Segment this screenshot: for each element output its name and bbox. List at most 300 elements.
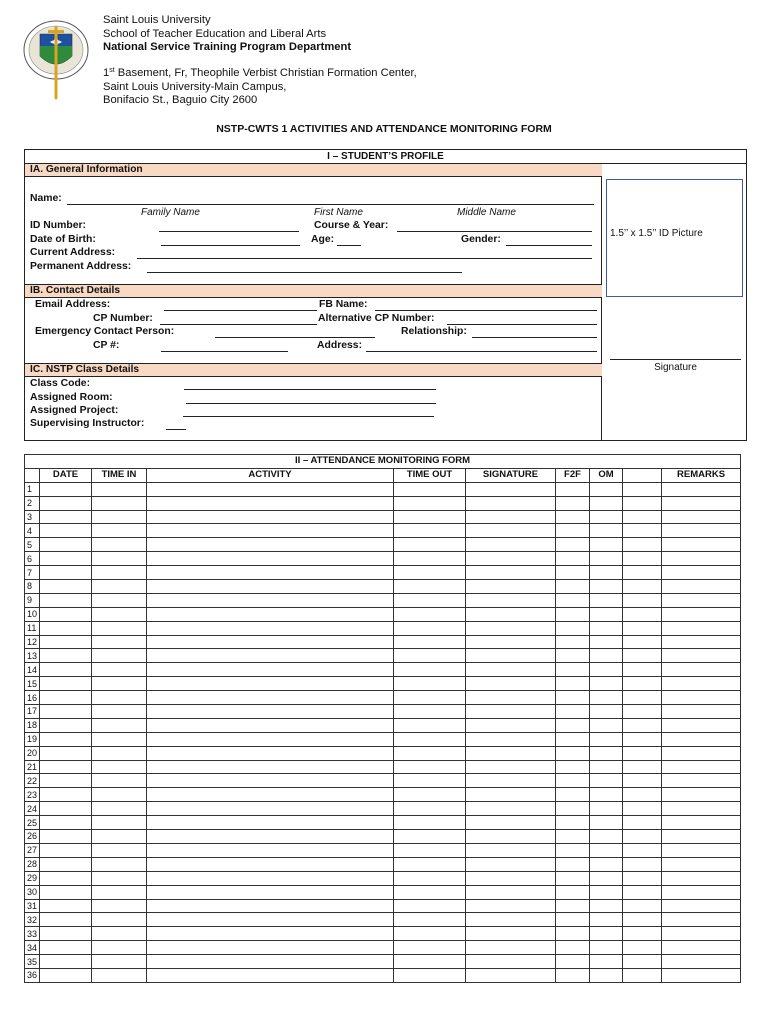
- cell-activity[interactable]: [147, 566, 394, 580]
- cell-remarks[interactable]: [662, 760, 741, 774]
- cell-activity[interactable]: [147, 649, 394, 663]
- cell-blank[interactable]: [623, 857, 662, 871]
- cell-f2f[interactable]: [556, 663, 590, 677]
- cell-om[interactable]: [590, 913, 623, 927]
- cell-date[interactable]: [40, 705, 92, 719]
- cell-blank[interactable]: [623, 802, 662, 816]
- cell-date[interactable]: [40, 482, 92, 496]
- cell-blank[interactable]: [623, 830, 662, 844]
- gender-field[interactable]: [506, 245, 592, 246]
- cell-time-in[interactable]: [92, 621, 147, 635]
- cell-activity[interactable]: [147, 691, 394, 705]
- cell-f2f[interactable]: [556, 955, 590, 969]
- cell-blank[interactable]: [623, 607, 662, 621]
- cell-signature[interactable]: [466, 760, 556, 774]
- cell-om[interactable]: [590, 816, 623, 830]
- cell-time-in[interactable]: [92, 843, 147, 857]
- cell-signature[interactable]: [466, 524, 556, 538]
- cell-time-in[interactable]: [92, 510, 147, 524]
- cell-time-out[interactable]: [394, 482, 466, 496]
- cell-activity[interactable]: [147, 955, 394, 969]
- cell-time-in[interactable]: [92, 788, 147, 802]
- cell-date[interactable]: [40, 899, 92, 913]
- cell-om[interactable]: [590, 843, 623, 857]
- cell-activity[interactable]: [147, 552, 394, 566]
- cell-date[interactable]: [40, 663, 92, 677]
- cell-f2f[interactable]: [556, 746, 590, 760]
- emergency-cp-field[interactable]: [161, 351, 288, 352]
- emergency-contact-field[interactable]: [215, 337, 375, 338]
- cell-signature[interactable]: [466, 635, 556, 649]
- cell-blank[interactable]: [623, 510, 662, 524]
- cell-f2f[interactable]: [556, 580, 590, 594]
- cell-signature[interactable]: [466, 677, 556, 691]
- cell-blank[interactable]: [623, 524, 662, 538]
- cell-activity[interactable]: [147, 746, 394, 760]
- cell-signature[interactable]: [466, 968, 556, 982]
- cell-om[interactable]: [590, 510, 623, 524]
- cell-activity[interactable]: [147, 968, 394, 982]
- name-field[interactable]: [67, 204, 594, 205]
- cell-date[interactable]: [40, 788, 92, 802]
- cell-time-in[interactable]: [92, 927, 147, 941]
- cell-f2f[interactable]: [556, 941, 590, 955]
- cell-signature[interactable]: [466, 510, 556, 524]
- cell-time-out[interactable]: [394, 885, 466, 899]
- cell-time-out[interactable]: [394, 830, 466, 844]
- cell-time-out[interactable]: [394, 955, 466, 969]
- cell-date[interactable]: [40, 885, 92, 899]
- cell-activity[interactable]: [147, 802, 394, 816]
- cell-time-in[interactable]: [92, 496, 147, 510]
- cell-signature[interactable]: [466, 941, 556, 955]
- cell-signature[interactable]: [466, 927, 556, 941]
- cell-signature[interactable]: [466, 788, 556, 802]
- cell-date[interactable]: [40, 732, 92, 746]
- cell-remarks[interactable]: [662, 566, 741, 580]
- cell-om[interactable]: [590, 621, 623, 635]
- cell-date[interactable]: [40, 955, 92, 969]
- cell-time-in[interactable]: [92, 524, 147, 538]
- cell-time-in[interactable]: [92, 913, 147, 927]
- cell-activity[interactable]: [147, 663, 394, 677]
- cell-date[interactable]: [40, 593, 92, 607]
- id-picture-box[interactable]: [606, 179, 743, 297]
- cell-time-in[interactable]: [92, 885, 147, 899]
- cell-time-out[interactable]: [394, 580, 466, 594]
- cell-om[interactable]: [590, 899, 623, 913]
- cell-date[interactable]: [40, 691, 92, 705]
- cell-signature[interactable]: [466, 732, 556, 746]
- cell-blank[interactable]: [623, 593, 662, 607]
- cell-activity[interactable]: [147, 482, 394, 496]
- cell-blank[interactable]: [623, 746, 662, 760]
- cell-date[interactable]: [40, 746, 92, 760]
- cell-remarks[interactable]: [662, 802, 741, 816]
- cell-activity[interactable]: [147, 774, 394, 788]
- cell-date[interactable]: [40, 968, 92, 982]
- cell-time-out[interactable]: [394, 968, 466, 982]
- cell-remarks[interactable]: [662, 691, 741, 705]
- fb-name-field[interactable]: [375, 310, 597, 311]
- cell-time-out[interactable]: [394, 538, 466, 552]
- cell-activity[interactable]: [147, 871, 394, 885]
- cell-blank[interactable]: [623, 760, 662, 774]
- cell-signature[interactable]: [466, 580, 556, 594]
- cell-f2f[interactable]: [556, 732, 590, 746]
- cell-blank[interactable]: [623, 635, 662, 649]
- cell-remarks[interactable]: [662, 621, 741, 635]
- cell-blank[interactable]: [623, 677, 662, 691]
- cell-remarks[interactable]: [662, 580, 741, 594]
- alternative-cp-number-field[interactable]: [447, 324, 597, 325]
- cell-time-out[interactable]: [394, 802, 466, 816]
- cell-signature[interactable]: [466, 593, 556, 607]
- cell-date[interactable]: [40, 802, 92, 816]
- cell-date[interactable]: [40, 830, 92, 844]
- cell-date[interactable]: [40, 496, 92, 510]
- cell-time-in[interactable]: [92, 552, 147, 566]
- cell-blank[interactable]: [623, 913, 662, 927]
- cell-time-out[interactable]: [394, 635, 466, 649]
- cell-time-out[interactable]: [394, 788, 466, 802]
- cell-signature[interactable]: [466, 607, 556, 621]
- cell-time-in[interactable]: [92, 566, 147, 580]
- cell-blank[interactable]: [623, 843, 662, 857]
- cell-om[interactable]: [590, 774, 623, 788]
- cell-remarks[interactable]: [662, 830, 741, 844]
- cell-blank[interactable]: [623, 580, 662, 594]
- cell-f2f[interactable]: [556, 788, 590, 802]
- cell-time-out[interactable]: [394, 552, 466, 566]
- cell-time-in[interactable]: [92, 746, 147, 760]
- cell-time-in[interactable]: [92, 538, 147, 552]
- cell-time-out[interactable]: [394, 857, 466, 871]
- cell-remarks[interactable]: [662, 955, 741, 969]
- cell-time-out[interactable]: [394, 566, 466, 580]
- cell-date[interactable]: [40, 552, 92, 566]
- cell-om[interactable]: [590, 663, 623, 677]
- cell-time-in[interactable]: [92, 593, 147, 607]
- cell-f2f[interactable]: [556, 482, 590, 496]
- cell-signature[interactable]: [466, 885, 556, 899]
- cell-signature[interactable]: [466, 621, 556, 635]
- cell-f2f[interactable]: [556, 760, 590, 774]
- cell-blank[interactable]: [623, 649, 662, 663]
- cell-activity[interactable]: [147, 705, 394, 719]
- cell-f2f[interactable]: [556, 538, 590, 552]
- cell-activity[interactable]: [147, 816, 394, 830]
- cell-time-in[interactable]: [92, 774, 147, 788]
- cell-remarks[interactable]: [662, 746, 741, 760]
- cell-blank[interactable]: [623, 482, 662, 496]
- cell-blank[interactable]: [623, 871, 662, 885]
- cell-signature[interactable]: [466, 552, 556, 566]
- cell-remarks[interactable]: [662, 538, 741, 552]
- cell-signature[interactable]: [466, 774, 556, 788]
- cell-f2f[interactable]: [556, 552, 590, 566]
- cell-date[interactable]: [40, 857, 92, 871]
- cell-time-in[interactable]: [92, 607, 147, 621]
- cell-remarks[interactable]: [662, 816, 741, 830]
- cell-signature[interactable]: [466, 955, 556, 969]
- cell-f2f[interactable]: [556, 830, 590, 844]
- cell-remarks[interactable]: [662, 635, 741, 649]
- cell-activity[interactable]: [147, 843, 394, 857]
- cell-date[interactable]: [40, 580, 92, 594]
- cell-activity[interactable]: [147, 899, 394, 913]
- cell-om[interactable]: [590, 941, 623, 955]
- cell-om[interactable]: [590, 496, 623, 510]
- cell-blank[interactable]: [623, 663, 662, 677]
- cell-time-out[interactable]: [394, 732, 466, 746]
- cell-remarks[interactable]: [662, 927, 741, 941]
- cell-om[interactable]: [590, 607, 623, 621]
- cell-date[interactable]: [40, 677, 92, 691]
- cell-remarks[interactable]: [662, 718, 741, 732]
- assigned-room-field[interactable]: [186, 403, 436, 404]
- cell-activity[interactable]: [147, 510, 394, 524]
- cell-signature[interactable]: [466, 871, 556, 885]
- cell-om[interactable]: [590, 635, 623, 649]
- cell-signature[interactable]: [466, 649, 556, 663]
- cell-time-out[interactable]: [394, 927, 466, 941]
- cell-activity[interactable]: [147, 788, 394, 802]
- cell-blank[interactable]: [623, 705, 662, 719]
- cell-time-out[interactable]: [394, 843, 466, 857]
- cell-f2f[interactable]: [556, 593, 590, 607]
- cell-time-out[interactable]: [394, 593, 466, 607]
- cell-blank[interactable]: [623, 968, 662, 982]
- cell-signature[interactable]: [466, 830, 556, 844]
- cell-f2f[interactable]: [556, 566, 590, 580]
- cell-activity[interactable]: [147, 913, 394, 927]
- cell-activity[interactable]: [147, 593, 394, 607]
- cell-time-in[interactable]: [92, 705, 147, 719]
- cell-remarks[interactable]: [662, 843, 741, 857]
- cell-signature[interactable]: [466, 899, 556, 913]
- cell-date[interactable]: [40, 871, 92, 885]
- cell-om[interactable]: [590, 746, 623, 760]
- cell-time-in[interactable]: [92, 732, 147, 746]
- cell-om[interactable]: [590, 566, 623, 580]
- cell-time-out[interactable]: [394, 774, 466, 788]
- cell-f2f[interactable]: [556, 927, 590, 941]
- cell-time-out[interactable]: [394, 816, 466, 830]
- cell-signature[interactable]: [466, 705, 556, 719]
- course-year-field[interactable]: [397, 231, 592, 232]
- cell-activity[interactable]: [147, 538, 394, 552]
- cell-f2f[interactable]: [556, 885, 590, 899]
- cell-time-out[interactable]: [394, 496, 466, 510]
- cell-time-out[interactable]: [394, 746, 466, 760]
- cell-time-in[interactable]: [92, 816, 147, 830]
- cell-signature[interactable]: [466, 913, 556, 927]
- cell-blank[interactable]: [623, 718, 662, 732]
- cell-time-out[interactable]: [394, 663, 466, 677]
- email-address-field[interactable]: [164, 310, 317, 311]
- cell-time-in[interactable]: [92, 830, 147, 844]
- cell-f2f[interactable]: [556, 899, 590, 913]
- cell-activity[interactable]: [147, 621, 394, 635]
- cell-remarks[interactable]: [662, 677, 741, 691]
- cell-om[interactable]: [590, 677, 623, 691]
- cell-time-in[interactable]: [92, 802, 147, 816]
- cell-om[interactable]: [590, 524, 623, 538]
- cell-time-in[interactable]: [92, 635, 147, 649]
- cell-remarks[interactable]: [662, 871, 741, 885]
- cell-om[interactable]: [590, 705, 623, 719]
- cell-time-out[interactable]: [394, 524, 466, 538]
- date-of-birth-field[interactable]: [161, 245, 300, 246]
- cell-remarks[interactable]: [662, 913, 741, 927]
- cell-activity[interactable]: [147, 524, 394, 538]
- cell-f2f[interactable]: [556, 802, 590, 816]
- cell-om[interactable]: [590, 732, 623, 746]
- cell-om[interactable]: [590, 830, 623, 844]
- cell-om[interactable]: [590, 538, 623, 552]
- cell-om[interactable]: [590, 593, 623, 607]
- cell-remarks[interactable]: [662, 968, 741, 982]
- cell-f2f[interactable]: [556, 510, 590, 524]
- cell-remarks[interactable]: [662, 732, 741, 746]
- cell-f2f[interactable]: [556, 816, 590, 830]
- cell-blank[interactable]: [623, 927, 662, 941]
- cell-signature[interactable]: [466, 718, 556, 732]
- class-code-field[interactable]: [184, 389, 436, 390]
- cell-signature[interactable]: [466, 802, 556, 816]
- cell-date[interactable]: [40, 843, 92, 857]
- cell-activity[interactable]: [147, 718, 394, 732]
- cell-f2f[interactable]: [556, 635, 590, 649]
- relationship-field[interactable]: [472, 337, 597, 338]
- cell-remarks[interactable]: [662, 482, 741, 496]
- cell-blank[interactable]: [623, 691, 662, 705]
- cell-time-in[interactable]: [92, 649, 147, 663]
- cell-f2f[interactable]: [556, 718, 590, 732]
- cell-date[interactable]: [40, 510, 92, 524]
- cell-activity[interactable]: [147, 885, 394, 899]
- cell-om[interactable]: [590, 718, 623, 732]
- cell-time-in[interactable]: [92, 691, 147, 705]
- cell-signature[interactable]: [466, 691, 556, 705]
- cell-f2f[interactable]: [556, 857, 590, 871]
- cell-time-out[interactable]: [394, 510, 466, 524]
- cell-remarks[interactable]: [662, 649, 741, 663]
- cell-activity[interactable]: [147, 941, 394, 955]
- cell-remarks[interactable]: [662, 885, 741, 899]
- cell-f2f[interactable]: [556, 843, 590, 857]
- cell-remarks[interactable]: [662, 524, 741, 538]
- cell-blank[interactable]: [623, 816, 662, 830]
- cell-time-out[interactable]: [394, 899, 466, 913]
- cell-remarks[interactable]: [662, 496, 741, 510]
- cell-om[interactable]: [590, 871, 623, 885]
- cell-om[interactable]: [590, 760, 623, 774]
- cell-time-in[interactable]: [92, 857, 147, 871]
- cell-om[interactable]: [590, 788, 623, 802]
- cell-om[interactable]: [590, 691, 623, 705]
- cell-time-in[interactable]: [92, 677, 147, 691]
- cell-signature[interactable]: [466, 843, 556, 857]
- cell-time-in[interactable]: [92, 580, 147, 594]
- cp-number-field[interactable]: [160, 324, 317, 325]
- cell-time-out[interactable]: [394, 913, 466, 927]
- cell-blank[interactable]: [623, 566, 662, 580]
- cell-remarks[interactable]: [662, 788, 741, 802]
- cell-f2f[interactable]: [556, 691, 590, 705]
- cell-remarks[interactable]: [662, 552, 741, 566]
- cell-remarks[interactable]: [662, 510, 741, 524]
- cell-time-in[interactable]: [92, 482, 147, 496]
- cell-om[interactable]: [590, 968, 623, 982]
- cell-blank[interactable]: [623, 788, 662, 802]
- cell-remarks[interactable]: [662, 857, 741, 871]
- cell-blank[interactable]: [623, 955, 662, 969]
- cell-signature[interactable]: [466, 538, 556, 552]
- cell-activity[interactable]: [147, 496, 394, 510]
- cell-time-in[interactable]: [92, 760, 147, 774]
- cell-time-out[interactable]: [394, 649, 466, 663]
- assigned-project-field[interactable]: [183, 416, 434, 417]
- cell-date[interactable]: [40, 913, 92, 927]
- cell-blank[interactable]: [623, 732, 662, 746]
- cell-time-in[interactable]: [92, 968, 147, 982]
- cell-f2f[interactable]: [556, 968, 590, 982]
- cell-activity[interactable]: [147, 677, 394, 691]
- cell-f2f[interactable]: [556, 677, 590, 691]
- cell-blank[interactable]: [623, 774, 662, 788]
- cell-signature[interactable]: [466, 816, 556, 830]
- cell-date[interactable]: [40, 760, 92, 774]
- cell-signature[interactable]: [466, 566, 556, 580]
- cell-date[interactable]: [40, 538, 92, 552]
- cell-date[interactable]: [40, 649, 92, 663]
- cell-date[interactable]: [40, 941, 92, 955]
- age-field[interactable]: [337, 245, 361, 246]
- cell-remarks[interactable]: [662, 593, 741, 607]
- cell-time-out[interactable]: [394, 760, 466, 774]
- cell-remarks[interactable]: [662, 607, 741, 621]
- cell-f2f[interactable]: [556, 705, 590, 719]
- cell-activity[interactable]: [147, 830, 394, 844]
- cell-signature[interactable]: [466, 482, 556, 496]
- cell-time-in[interactable]: [92, 663, 147, 677]
- cell-time-in[interactable]: [92, 871, 147, 885]
- cell-date[interactable]: [40, 524, 92, 538]
- cell-remarks[interactable]: [662, 663, 741, 677]
- emergency-address-field[interactable]: [366, 351, 597, 352]
- cell-date[interactable]: [40, 566, 92, 580]
- cell-time-out[interactable]: [394, 871, 466, 885]
- cell-time-in[interactable]: [92, 941, 147, 955]
- cell-f2f[interactable]: [556, 524, 590, 538]
- cell-f2f[interactable]: [556, 913, 590, 927]
- cell-date[interactable]: [40, 927, 92, 941]
- cell-date[interactable]: [40, 607, 92, 621]
- signature-line[interactable]: [610, 359, 741, 360]
- cell-om[interactable]: [590, 802, 623, 816]
- cell-signature[interactable]: [466, 857, 556, 871]
- cell-blank[interactable]: [623, 538, 662, 552]
- cell-time-in[interactable]: [92, 718, 147, 732]
- cell-date[interactable]: [40, 774, 92, 788]
- cell-f2f[interactable]: [556, 649, 590, 663]
- cell-om[interactable]: [590, 955, 623, 969]
- cell-activity[interactable]: [147, 580, 394, 594]
- cell-blank[interactable]: [623, 496, 662, 510]
- cell-om[interactable]: [590, 857, 623, 871]
